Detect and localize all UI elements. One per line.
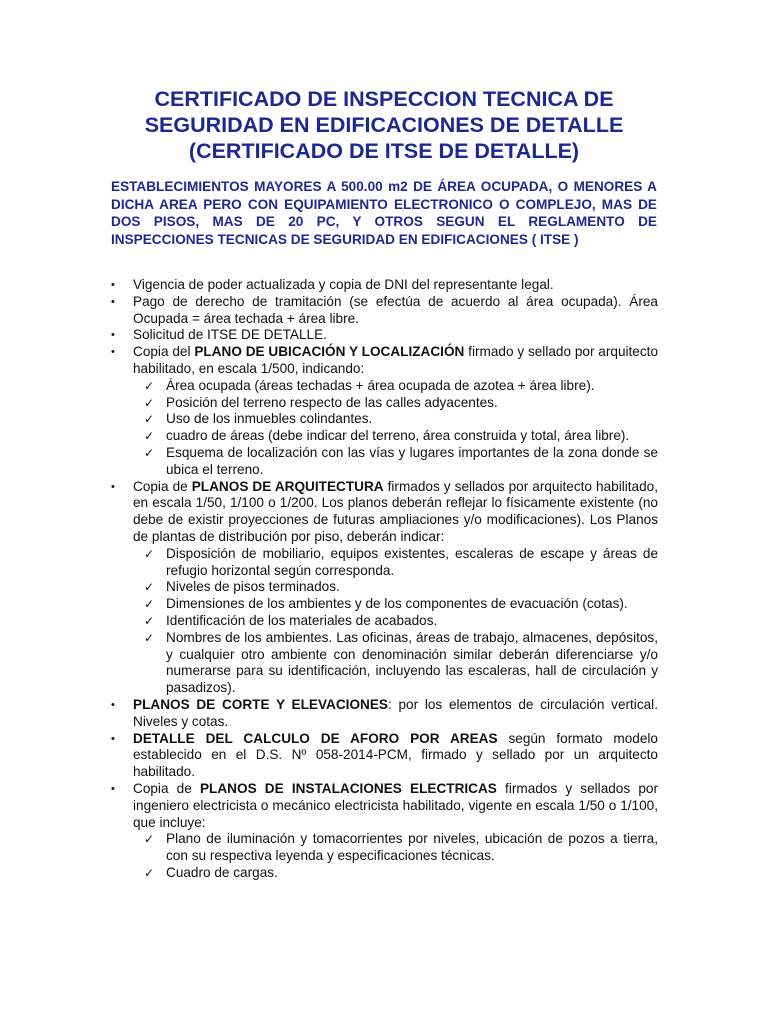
sublist-item	[144, 579, 658, 596]
checkmark-icon: ✓	[144, 429, 155, 444]
sublist-item	[144, 865, 658, 882]
sublist-item	[144, 596, 658, 613]
requirement-item	[111, 327, 658, 344]
requirement-bold-text: PLANO DE UBICACIÓN Y LOCALIZACIÓN	[194, 344, 465, 360]
requirement-sublist	[133, 378, 658, 479]
checkmark-icon: ✓	[144, 395, 155, 410]
sublist-item-text: Área ocupada (áreas techadas + área ocupada de azotea + área libre).	[166, 377, 595, 393]
requirement-item	[111, 294, 658, 328]
requirement-sublist	[133, 831, 658, 881]
sublist-item-text: Cuadro de cargas.	[166, 864, 278, 880]
sublist-item-text: Dimensiones de los ambientes y de los componentes de evacuación (cotas).	[166, 596, 628, 612]
sublist-item-text: Identificación de los materiales de acabados.	[166, 612, 438, 628]
requirement-item	[111, 731, 658, 781]
checkmark-icon: ✓	[144, 378, 155, 393]
sublist-item-text: Plano de iluminación y tomacorrientes por niveles, ubicación de pozos a tierra, con su respectiva leyenda y especificaciones técnicas.	[166, 831, 658, 864]
sublist-item-text: cuadro de áreas (debe indicar del terreno, área construida y total, área libre).	[166, 428, 630, 444]
requirement-text: firmados y sellados por arquitecto habilitado, en escala 1/50, 1/100 o 1/200. Los planos deberán reflejar lo físicamente existente (no debe de existir proyecciones de futuras ampliaciones y/o modificaciones). Los Planos de plantas de distribución por piso, deberán indicar:	[133, 478, 658, 544]
requirement-item	[111, 697, 658, 731]
requirement-bold-text: PLANOS DE INSTALACIONES ELECTRICAS	[199, 780, 497, 796]
requirements-list	[111, 277, 658, 882]
sublist-item-text: Posición del terreno respecto de las calles adyacentes.	[166, 394, 498, 410]
requirement-text: : por los elementos de circulación vertical. Niveles y cotas.	[133, 696, 658, 729]
checkmark-icon: ✓	[144, 630, 155, 645]
requirement-bold-text: PLANOS DE CORTE Y ELEVACIONES	[133, 696, 388, 712]
sublist-item-text: Nombres de los ambientes. Las oficinas, áreas de trabajo, almacenes, depósitos, y cualquier otro ambiente con denominación similar deberán diferenciarse y/o numerarse para su identificación, incluyendo las escaleras, hall de circulación y pasadizos).	[166, 629, 658, 696]
requirement-text: Copia del	[133, 344, 195, 360]
title-line: CERTIFICADO DE INSPECCION TECNICA DE	[154, 87, 614, 111]
requirement-text: firmado y sellado por arquitecto habilitado, en escala 1/500, indicando:	[133, 344, 659, 376]
checkmark-icon: ✓	[144, 832, 155, 847]
checkmark-icon: ✓	[144, 412, 155, 427]
checkmark-icon: ✓	[144, 445, 155, 460]
sublist-item-text: Uso de los inmuebles colindantes.	[166, 411, 373, 427]
title-line: (CERTIFICADO DE ITSE DE DETALLE)	[188, 139, 580, 163]
title-line: SEGURIDAD EN EDIFICACIONES DE DETALLE	[144, 113, 624, 137]
sublist-item	[144, 445, 658, 479]
requirement-text: según formato modelo establecido en el D.S. Nº 058-2014-PCM, firmado y sellado por un arquitecto habilitado.	[133, 730, 658, 780]
sublist-item	[144, 630, 658, 697]
requirement-item	[111, 781, 658, 882]
sublist-item	[144, 546, 658, 580]
requirement-text: Solicitud de ITSE DE DETALLE.	[133, 327, 327, 343]
sublist-item-text: Niveles de pisos terminados.	[166, 579, 340, 595]
sublist-item	[144, 378, 658, 395]
sublist-item-text: Esquema de localización con las vías y lugares importantes de la zona donde se ubica el terreno.	[166, 444, 658, 477]
requirement-sublist	[133, 546, 658, 697]
sublist-item	[144, 428, 658, 445]
requirement-text: firmados y sellados por ingeniero electricista o mecánico electricista habilitado, vigente en escala 1/50 o 1/100, que incluye:	[133, 780, 658, 830]
sublist-item-text: Disposición de mobiliario, equipos existentes, escaleras de escape y áreas de refugio horizontal según corresponda.	[166, 545, 658, 578]
sublist-item	[144, 831, 658, 865]
sublist-item	[144, 411, 658, 428]
checkmark-icon: ✓	[144, 546, 155, 561]
requirement-text: Copia de	[133, 780, 200, 796]
document-title	[100, 86, 668, 164]
sublist-item	[144, 613, 658, 630]
requirement-text: Copia de	[133, 478, 192, 494]
sublist-item	[144, 395, 658, 412]
scope-description: ESTABLECIMIENTOS MAYORES A 500.00 m2 DE ÁREA OCUPADA, O MENORES A DICHA AREA PERO CON EQUIPAMIENTO ELECTRONICO O COMPLEJO, MAS DE DOS PISOS, MAS DE 20 PC, Y OTROS SEGUN EL REGLAMENTO DE INSPECCIONES TECNICAS DE SEGURIDAD EN EDIFICACIONES ( ITSE )	[111, 179, 657, 247]
requirement-text: Vigencia de poder actualizada y copia de DNI del representante legal.	[133, 277, 554, 292]
requirement-bold-text: PLANOS DE ARQUITECTURA	[191, 478, 384, 494]
requirement-item	[111, 277, 658, 294]
checkmark-icon: ✓	[144, 597, 155, 612]
requirement-item	[111, 344, 658, 478]
checkmark-icon: ✓	[144, 865, 155, 880]
requirements-section	[111, 277, 658, 882]
checkmark-icon: ✓	[144, 580, 155, 595]
requirement-bold-text: DETALLE DEL CALCULO DE AFORO POR AREAS	[133, 730, 498, 746]
requirement-text: Pago de derecho de tramitación (se efectúa de acuerdo al área ocupada). Área Ocupada = área techada + área libre.	[133, 293, 658, 326]
requirement-item	[111, 479, 658, 697]
checkmark-icon: ✓	[144, 613, 155, 628]
